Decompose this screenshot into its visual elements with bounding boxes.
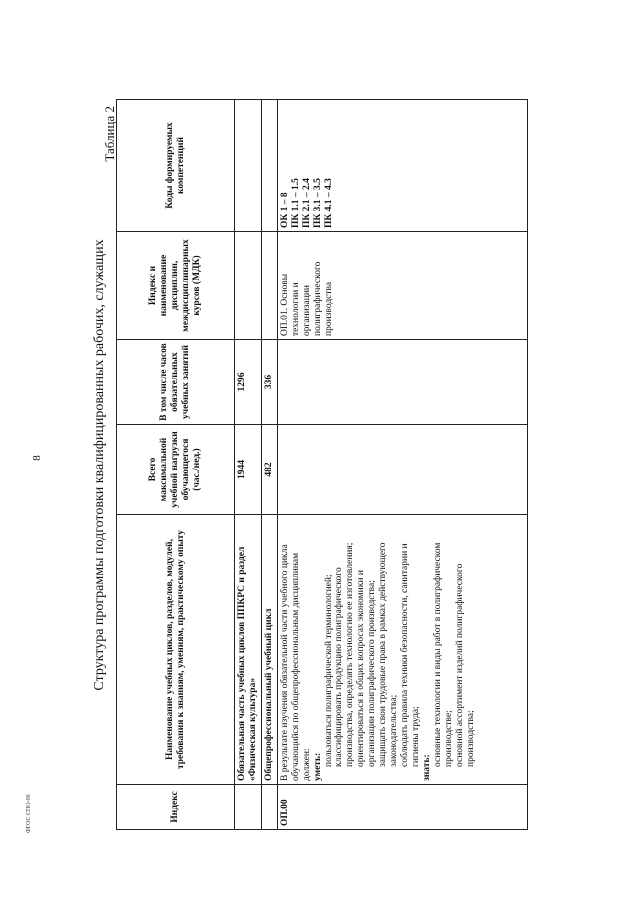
general-competencies-cell	[261, 100, 277, 232]
skill-item: классифицировать продукцию полиграфического производства, определять технологию ее изготовления;	[334, 542, 356, 767]
general-max-load-cell: 482	[261, 425, 277, 515]
header-name: Наименование учебных циклов, разделов, модулей, требования к знаниям, умениям, практическому опыту	[117, 515, 235, 785]
mandatory-required-hours-cell: 1296	[235, 340, 262, 425]
op00-max-load-cell	[277, 425, 527, 515]
competency-code: ПК 2.1 – 2.4	[301, 178, 312, 228]
header-max-load: Всего максимальной учебной нагрузки обучающегося (час./нед.)	[117, 425, 235, 515]
mandatory-index-cell	[235, 785, 262, 830]
footer-code: ФГОС СПО-06	[26, 794, 32, 833]
competency-code: ОК 1 – 8	[279, 192, 290, 228]
op00-required-hours-cell	[277, 340, 527, 425]
skills-label: уметь:	[312, 752, 323, 781]
rotated-page-content	[80, 100, 580, 830]
knowledge-item: основной ассортимент изделий полиграфического производства;	[454, 563, 476, 767]
op00-discipline-cell: ОП.01. Основы технологии и организации полиграфического производства	[277, 232, 527, 340]
op00-requirements-cell	[277, 515, 527, 785]
competency-code: ПК 3.1 – 3.5	[312, 178, 323, 228]
competency-code: ПК 4.1 – 4.3	[323, 178, 334, 228]
op00-intro: В результате изучения обязательной части учебного цикла обучающийся по общепрофессиональным дисциплинам должен:	[279, 544, 312, 781]
document-title: Структура программы подготовки квалифицированных рабочих, служащих	[92, 239, 107, 691]
skill-item: соблюдать правила техники безопасности, санитарии и гигиены труда;	[399, 543, 421, 767]
skill-item: защищать свои трудовые права в рамках действующего законодательства;	[378, 542, 400, 767]
header-disciplines: Индекс и наименование дисциплин, междисциплинарных курсов (МДК)	[117, 232, 235, 340]
general-index-cell	[261, 785, 277, 830]
mandatory-part-row	[235, 100, 262, 830]
general-required-hours-cell: 336	[261, 340, 277, 425]
mandatory-max-load-cell: 1944	[235, 425, 262, 515]
structure-table	[116, 99, 528, 830]
skill-item: ориентироваться в общих вопросах экономики и организации полиграфического производства;	[356, 570, 378, 767]
mandatory-competencies-cell	[235, 100, 262, 232]
caption-row	[80, 100, 116, 830]
table-header-row	[117, 100, 235, 830]
op00-row	[277, 100, 527, 830]
op00-index-cell: ОП.00	[277, 785, 527, 830]
general-cycle-row	[261, 100, 277, 830]
general-disciplines-cell	[261, 232, 277, 340]
header-index: Индекс	[117, 785, 235, 830]
competency-code: ПК 1.1 – 1.5	[290, 178, 301, 228]
op00-competencies-cell	[277, 100, 527, 232]
header-required-hours: В том числе часов обязательных учебных занятий	[117, 340, 235, 425]
mandatory-disciplines-cell	[235, 232, 262, 340]
skill-item: пользоваться полиграфической терминологией;	[323, 574, 334, 767]
mandatory-name-cell: Обязательная часть учебных циклов ППКРС и раздел «Физическая культура»	[235, 515, 262, 785]
general-name-cell: Общепрофессиональный учебный цикл	[261, 515, 277, 785]
header-competencies: Коды формируемых компетенций	[117, 100, 235, 232]
knowledge-item: основные технологии и виды работ в полиграфическом производстве;	[432, 542, 454, 767]
table-label: Таблица 2	[102, 106, 117, 162]
page-number: 8	[30, 455, 43, 461]
knowledge-label: знать:	[421, 754, 432, 781]
